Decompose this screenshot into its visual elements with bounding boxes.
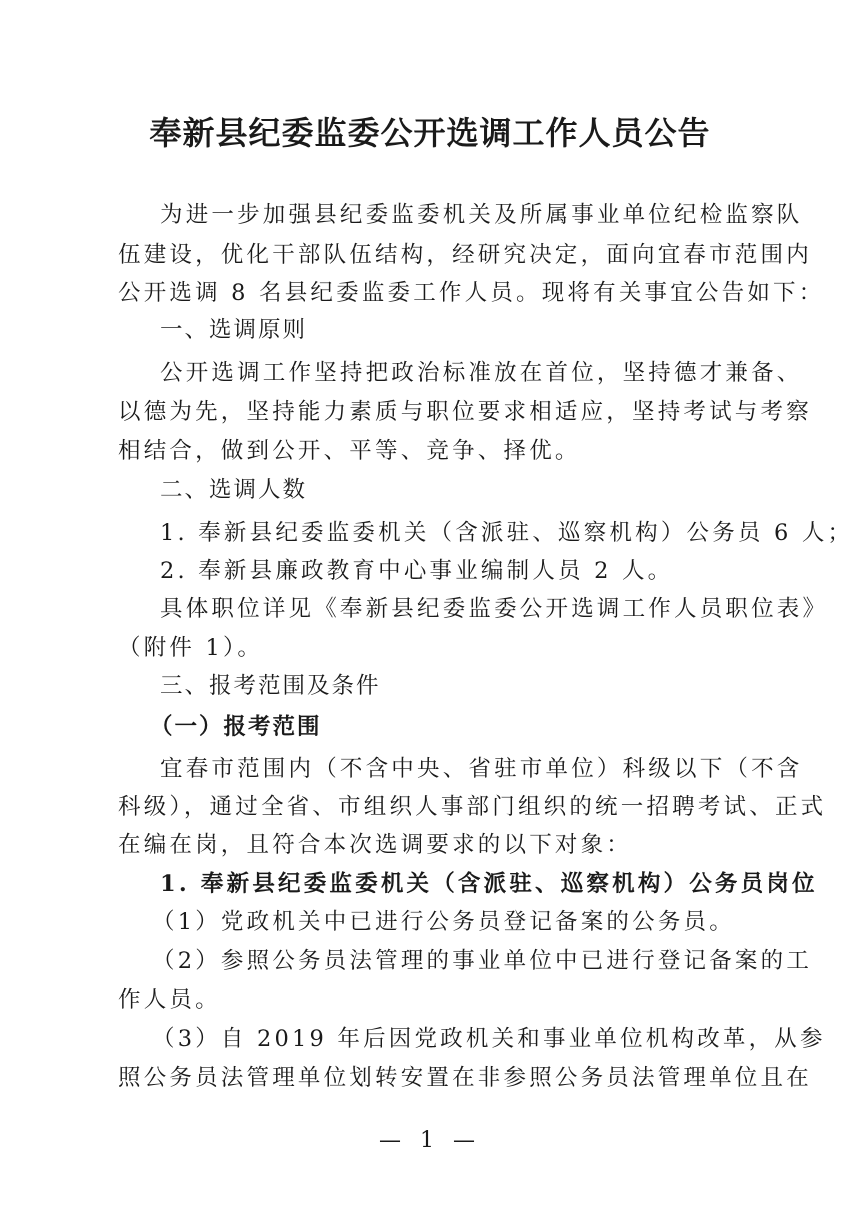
paragraph-line: 公开选调 8 名县纪委监委工作人员。现将有关事宜公告如下：: [118, 280, 825, 306]
list-item: （3）自 2019 年后因党政机关和事业单位机构改革，从参: [152, 1026, 826, 1052]
subsection-heading: （一）报考范围: [150, 714, 322, 740]
paragraph-line: 具体职位详见《奉新县纪委监委公开选调工作人员职位表》: [160, 596, 829, 622]
list-item: （1）党政机关中已进行公务员登记备案的公务员。: [152, 909, 735, 935]
list-item: 2. 奉新县廉政教育中心事业编制人员 2 人。: [160, 558, 674, 584]
list-item: （2）参照公务员法管理的事业单位中已进行登记备案的工: [152, 948, 813, 974]
section-heading: 三、报考范围及条件: [160, 673, 381, 699]
page-number: — 1 —: [379, 1128, 481, 1153]
paragraph-line: 为进一步加强县纪委监委机关及所属事业单位纪检监察队: [160, 202, 803, 228]
list-item: 1. 奉新县纪委监委机关（含派驻、巡察机构）公务员 6 人；: [160, 520, 854, 546]
paragraph-line: 伍建设，优化干部队伍结构，经研究决定，面向宜春市范围内: [118, 242, 812, 268]
paragraph-line: （附件 1）。: [118, 635, 264, 661]
paragraph-line: 科级），通过全省、市组织人事部门组织的统一招聘考试、正式: [118, 794, 827, 820]
section-heading: 二、选调人数: [160, 477, 308, 503]
paragraph-line: 公开选调工作坚持把政治标准放在首位，坚持德才兼备、: [160, 360, 803, 386]
paragraph-line: 照公务员法管理单位划转安置在非参照公务员法管理单位且在: [118, 1065, 812, 1091]
paragraph-line: 以德为先，坚持能力素质与职位要求相适应，坚持考试与考察: [118, 399, 812, 425]
section-heading: 一、选调原则: [160, 317, 308, 343]
paragraph-line: 作人员。: [118, 987, 221, 1013]
item-heading: 1. 奉新县纪委监委机关（含派驻、巡察机构）公务员岗位: [160, 871, 818, 897]
paragraph-line: 相结合，做到公开、平等、竞争、择优。: [118, 438, 581, 464]
paragraph-line: 在编在岗，且符合本次选调要求的以下对象：: [118, 832, 633, 858]
page-title: 奉新县纪委监委公开选调工作人员公告: [149, 114, 711, 152]
paragraph-line: 宜春市范围内（不含中央、省驻市单位）科级以下（不含: [160, 756, 803, 782]
